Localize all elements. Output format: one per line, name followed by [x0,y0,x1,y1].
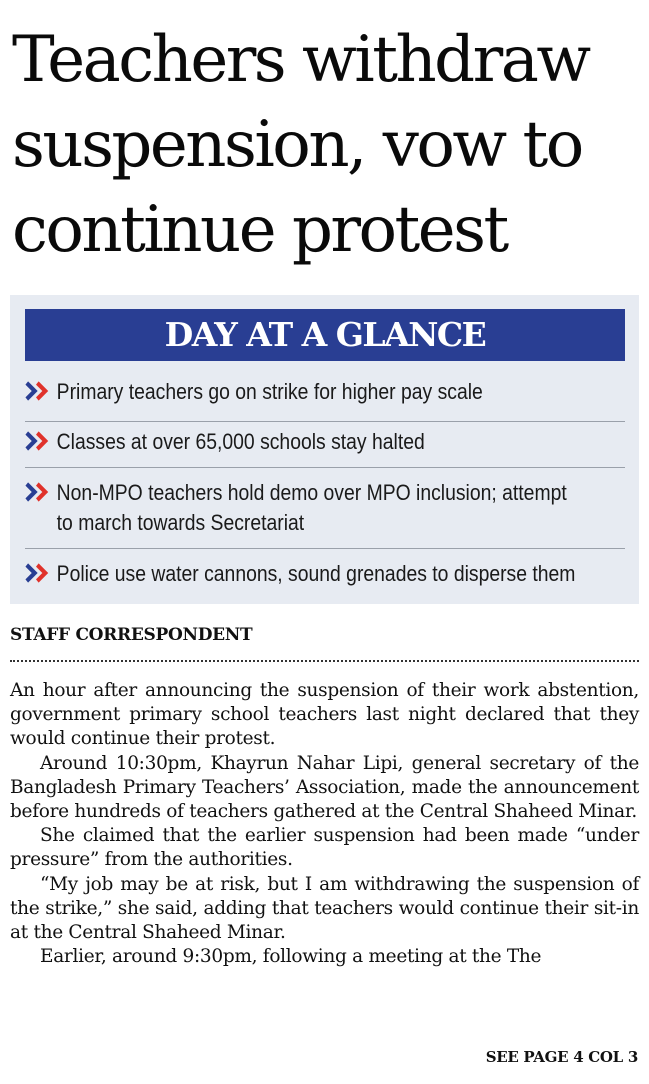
glance-title: DAY AT A GLANCE [25,309,625,361]
glance-item-text: Non-MPO teachers hold demo over MPO inclusion; attempt [56,480,567,505]
headline-line: suspension, vow to [12,108,582,182]
article-body [10,679,639,969]
double-chevron-icon [25,481,50,503]
glance-divider [25,548,625,549]
dotted-rule [10,660,639,662]
glance-divider [25,467,625,468]
article-paragraph: Around 10:30pm, Khayrun Nahar Lipi, general secretary of the Bangladesh Primary Teachers’ Association, made the announcement before hundreds of teachers gathered at the Central Shaheed Minar. [10,752,639,823]
headline-line: continue protest [12,193,507,267]
article-paragraph: An hour after announcing the suspension of their work abstention, government primary school teachers last night declared that they would continue their protest. [10,680,639,750]
double-chevron-icon [25,562,50,584]
byline: STAFF CORRESPONDENT [10,625,253,645]
glance-item-text: to march towards Secretariat [56,510,305,535]
headline [12,18,642,273]
glance-divider [25,421,625,422]
day-at-a-glance-box [10,295,639,604]
glance-item-text: Primary teachers go on strike for higher pay scale [56,379,483,404]
article-paragraph: She claimed that the earlier suspension had been made “under pressure” from the authorities. [10,825,639,871]
double-chevron-icon [25,430,50,452]
continued-on-page-link[interactable]: SEE PAGE 4 COL 3 [485,1048,638,1066]
glance-item-text: Police use water cannons, sound grenades to disperse them [56,561,576,586]
headline-line: Teachers withdraw [12,23,589,97]
article-paragraph: “My job may be at risk, but I am withdrawing the suspension of the strike,” she said, adding that teachers would continue their sit-in at the Central Shaheed Minar. [10,873,639,944]
double-chevron-icon [25,380,50,402]
glance-item-text: Classes at over 65,000 schools stay halted [56,429,425,454]
article-paragraph: Earlier, around 9:30pm, following a meeting at the The [40,946,542,968]
